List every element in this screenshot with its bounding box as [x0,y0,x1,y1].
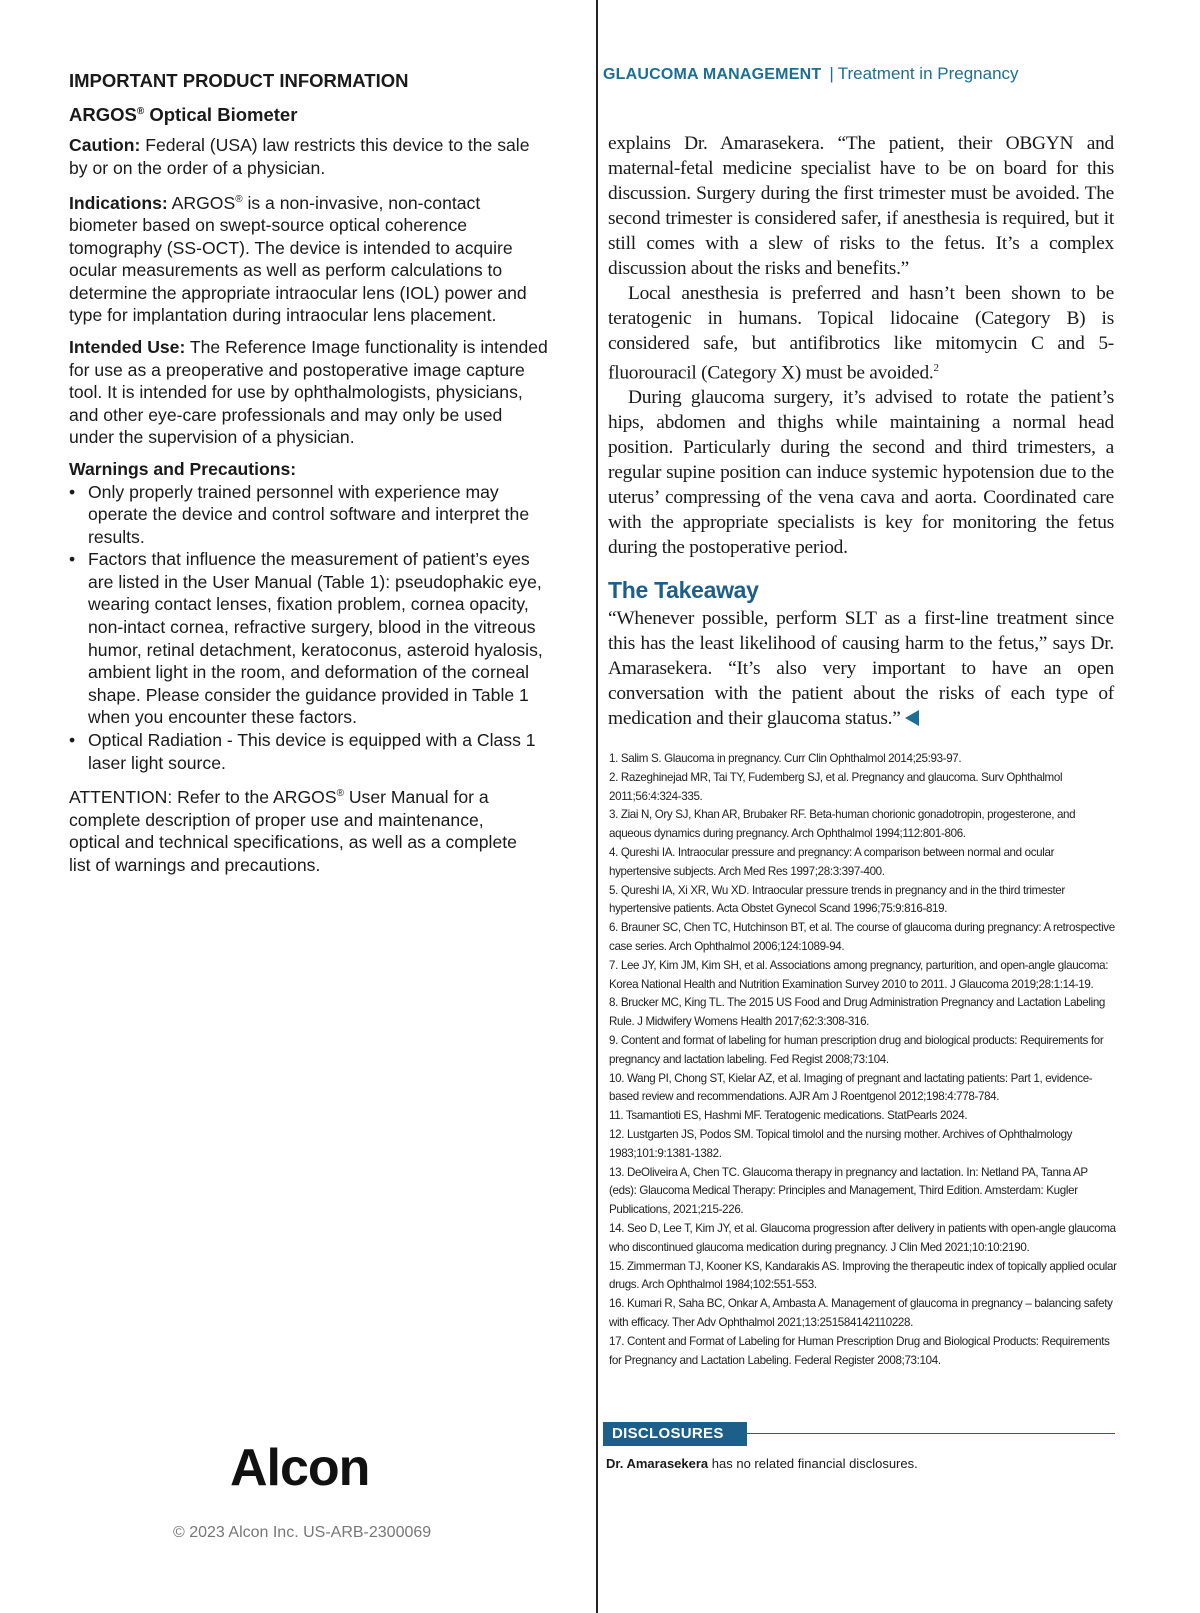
product-info-heading: IMPORTANT PRODUCT INFORMATION [69,70,409,91]
reference-item: 8. Brucker MC, King TL. The 2015 US Food and Drug Administration Pregnancy and Lactation Labeling Rule. J Midwifery Womens Health 2017;62:3:308-316. [609,996,1106,1029]
warnings-heading: Warnings and Precautions: [69,458,297,479]
alcon-logo: Alcon [230,1439,370,1497]
article-paragraph: Local anesthesia is preferred and hasn’t been shown to be teratogenic in humans. Topical lidocaine (Category B) is considered safe, but antifibrotics like mitomycin C and 5-fluorouracil (Category X) must be avoided.$^2$ [608,283,1114,384]
intended-use-label: Intended Use: [69,336,186,357]
reference-item: 17. Content and Format of Labeling for Human Prescription Drug and Biological Products: Requirements for Pregnancy and Lactation Labeling. Federal Register 2008;73:104. [609,1334,1110,1367]
reference-item: 9. Content and format of labeling for human prescription drug and biological products: Requirements for pregnancy and lactation labeling. Fed Regist 2008;73:104. [609,1033,1104,1066]
end-of-article-icon [905,710,919,726]
product-name: ARGOS® Optical Biometer [69,103,298,125]
warning-item: • Optical Radiation - This device is equipped with a Class 1 laser light source. [69,729,549,774]
reference-item: 2. Razeghinejad MR, Tai TY, Fudemberg SJ, et al. Pregnancy and glaucoma. Surv Ophthalmol 2011;56:4:324-335. [609,770,1063,803]
warnings-list [69,481,549,775]
header-separator: | [829,64,834,83]
reference-item: 6. Brauner SC, Chen TC, Hutchinson BT, et al. The course of glaucoma during pregnancy: A retrospective case series. Arch Ophthalmol 2006;124:1089-94. [609,921,1115,953]
reference-item: 16. Kumari R, Saha BC, Onkar A, Ambasta A. Management of glaucoma in pregnancy – balancing safety with efficacy. Ther Adv Ophthalmol 2021;13:251584142110228. [609,1297,1113,1329]
indications-paragraph: Indications: ARGOS® is a non-invasive, non-contact biometer based on swept-source optical coherence tomography (SS-OCT). The device is intended to acquire ocular measurements as well as perform calculations to determine the appropriate intraocular lens (IOL) power and type for implantation during intraocular lens placement. [69,192,527,326]
section-name: GLAUCOMA MANAGEMENT [603,66,822,83]
references-list [609,750,1117,1370]
caution-label: Caution: [69,135,141,156]
disclosures-rule [747,1433,1115,1434]
copyright-line: © 2023 Alcon Inc. US-ARB-2300069 [173,1524,432,1541]
product-info-panel [69,70,549,885]
article-body [608,131,1114,560]
article-paragraph: explains Dr. Amarasekera. “The patient, their OBGYN and maternal-fetal medicine specialist have to be on board for this discussion. Surgery during the first trimester must be avoided. The second trimester is considered safer, if anesthesia is required, but it still comes with a slew of risks to the fetus. It’s a complex discussion about the risks and benefits.” [608,133,1114,279]
reference-item: 12. Lustgarten JS, Podos SM. Topical timolol and the nursing mother. Archives of Ophthalmology 1983;101:9:1381-1382. [609,1127,1073,1160]
disclosures-label: DISCLOSURES [603,1422,747,1446]
article-paragraph: During glaucoma surgery, it’s advised to rotate the patient’s hips, abdomen and thighs while maintaining a normal head position. Particularly during the second and third trimesters, a regular supine position can induce systemic hypotension due to the uterus’ compressing of the vena cava and aorta. Coordinated care with the appropriate specialists is key for monitoring the fetus during the postoperative period. [608,387,1114,559]
intended-use-paragraph: Intended Use: The Reference Image functionality is intended for use as a preoperative and postoperative image capture tool. It is intended for use by ophthalmologists, physicians, and other eye-care professionals and may only be used under the supervision of a physician. [69,336,548,448]
reference-item: 5. Qureshi IA, Xi XR, Wu XD. Intraocular pressure trends in pregnancy and in the third trimester hypertensive patients. Acta Obstet Gynecol Scand 1996;75:9:816-819. [609,883,1065,916]
indications-label: Indications: [69,192,168,213]
reference-item: 10. Wang PI, Chong ST, Kielar AZ, et al. Imaging of pregnant and lactating patients: Part 1, evidence-based review and recommendations. AJR Am J Roentgenol 2012;198:4:778-784. [609,1071,1093,1104]
takeaway-paragraph: “Whenever possible, perform SLT as a first-line treatment since this has the least likelihood of causing harm to the fetus,” says Dr. Amarasekera. “It’s also very important to have an open conversation with the patient about the risks of each type of medication and their glaucoma status.” [608,608,1114,729]
attention-paragraph: ATTENTION: Refer to the ARGOS® User Manual for a complete description of proper use and maintenance, optical and technical specifications, as well as a complete list of warnings and precautions. [69,787,517,875]
caution-paragraph: Caution: Federal (USA) law restricts this device to the sale by or on the order of a physician. [69,135,530,178]
reference-item: 4. Qureshi IA. Intraocular pressure and pregnancy: A comparison between normal and ocular hypertensive subjects. Arch Med Res 1997;28:3:397-400. [609,845,1055,878]
section-topic: Treatment in Pregnancy [837,64,1019,83]
reference-item: 11. Tsamantioti ES, Hashmi MF. Teratogenic medications. StatPearls 2024. [609,1109,968,1123]
reference-item: 7. Lee JY, Kim JM, Kim SH, et al. Associations among pregnancy, parturition, and open-angle glaucoma: Korea National Health and Nutrition Examination Survey 2010 to 2011. J Glaucoma 2019;28:1:14-19. [609,958,1109,991]
warning-item: • Factors that influence the measurement of patient’s eyes are listed in the User Manual (Table 1): pseudophakic eye, wearing contact lenses, fixation problem, cornea opacity, non-intact cornea, refractive surgery, blood in the vitreous humor, retinal detachment, keratoconus, asteroid hyalosis, ambient light in the room, and deformation of the corneal shape. Please consider the guidance provided in Table 1 when you encounter these factors. [69,548,549,729]
reference-item: 14. Seo D, Lee T, Kim JY, et al. Glaucoma progression after delivery in patients with open-angle glaucoma who discontinued glaucoma medication during pregnancy. J Clin Med 2021;10:10:2190. [609,1221,1116,1254]
reference-item: 1. Salim S. Glaucoma in pregnancy. Curr Clin Ophthalmol 2014;25:93-97. [609,752,962,765]
disclosures-text: Dr. Amarasekera has no related financial disclosures. [606,1456,918,1471]
takeaway-heading: The Takeaway [608,577,759,603]
reference-item: 13. DeOliveira A, Chen TC. Glaucoma therapy in pregnancy and lactation. In: Netland PA, Tanna AP (eds): Glaucoma Medical Therapy: Principles and Management, Third Edition. Amsterdam: Kugler Publications, 2021;215-226. [609,1165,1088,1217]
column-divider [596,0,598,1613]
reference-item: 3. Ziai N, Ory SJ, Khan AR, Brubaker RF. Beta-human chorionic gonadotropin, progesterone, and aqueous dynamics during pregnancy. Arch Ophthalmol 1994;112:801-806. [609,808,1076,841]
warning-item: • Only properly trained personnel with experience may operate the device and control software and interpret the results. [69,481,549,549]
citation-mark: 2 [933,362,939,374]
reference-item: 15. Zimmerman TJ, Kooner KS, Kandarakis AS. Improving the therapeutic index of topically applied ocular drugs. Arch Ophthalmol 1984;102:551-553. [609,1259,1117,1292]
running-header [603,64,1019,84]
